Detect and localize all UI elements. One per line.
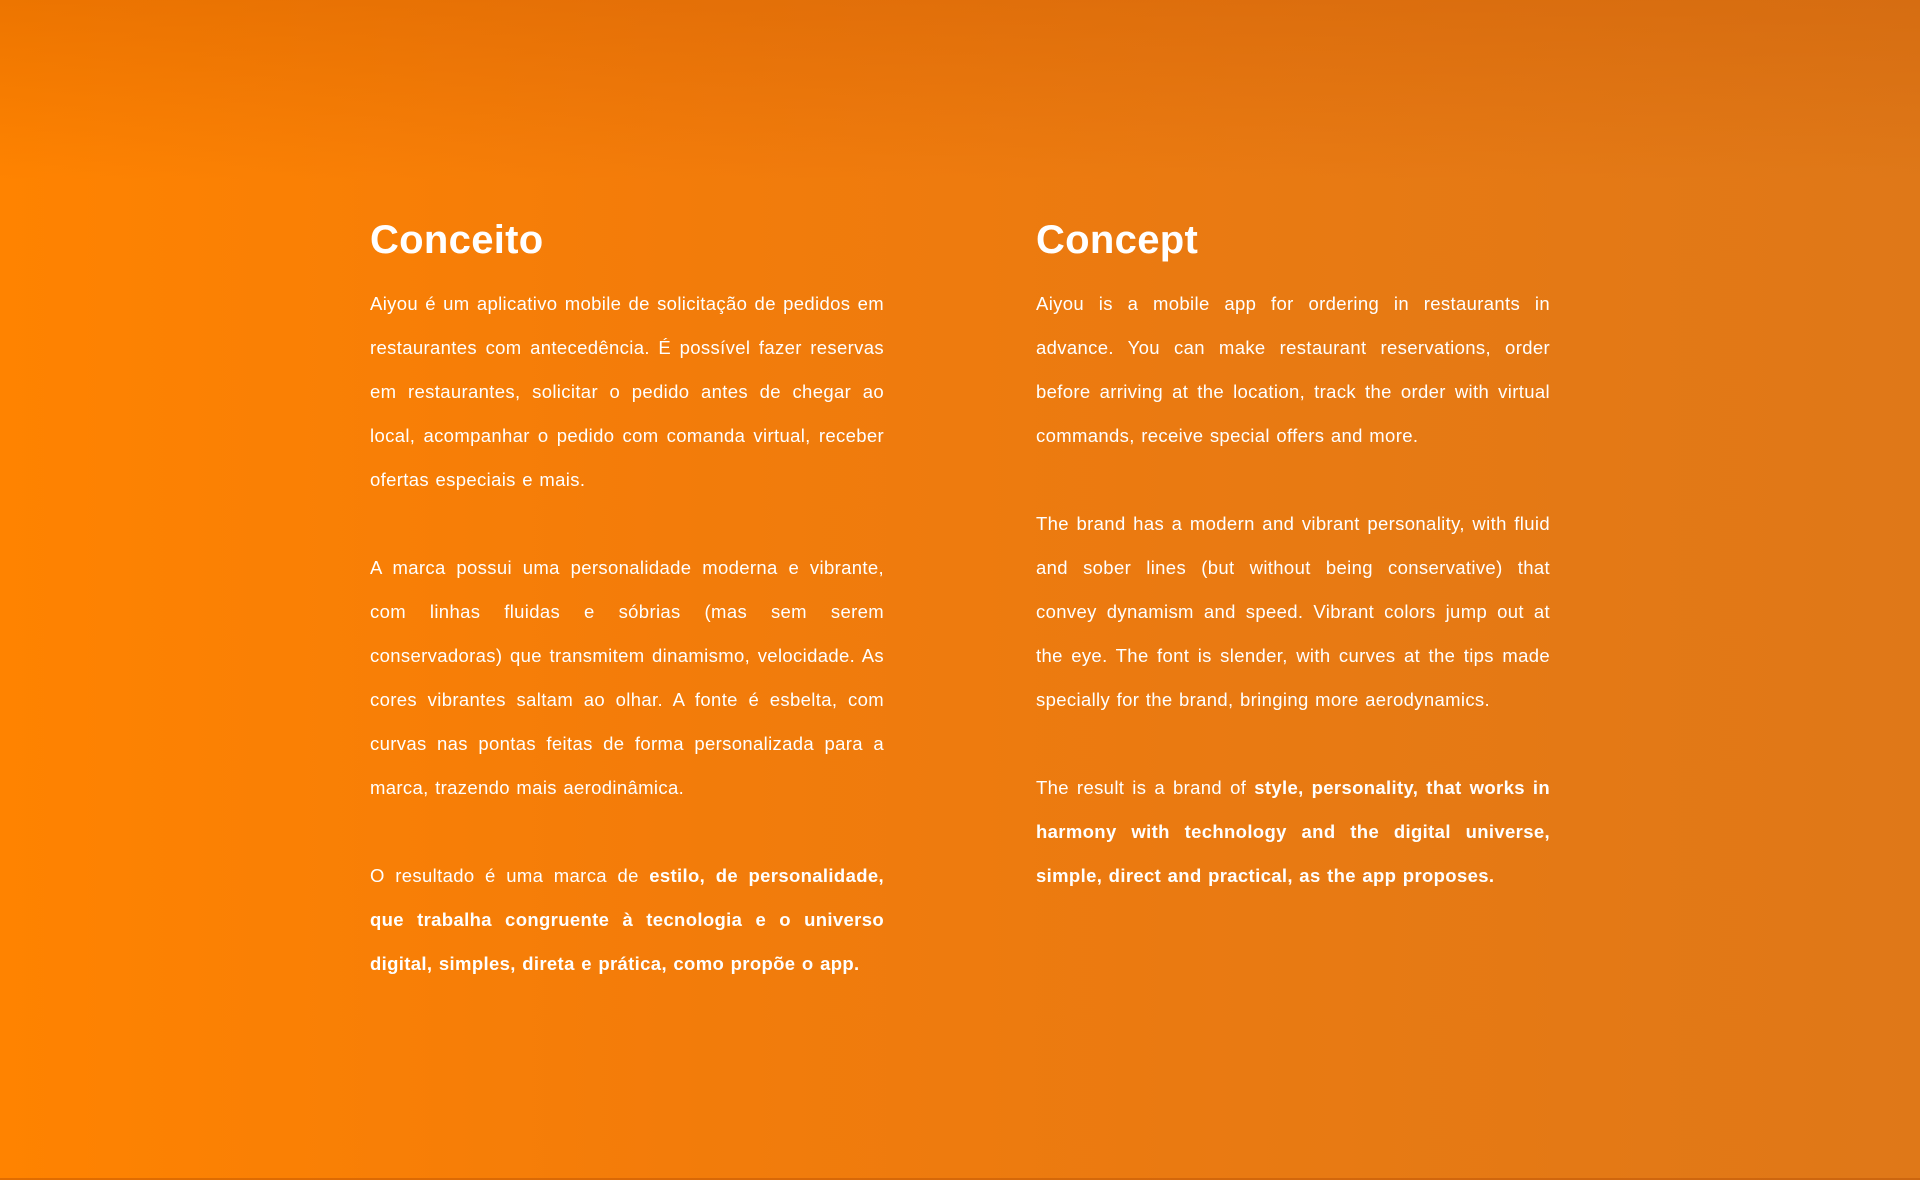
paragraph-spacer: [1036, 458, 1550, 502]
portuguese-paragraph-3: [370, 854, 884, 986]
portuguese-column: [370, 210, 884, 986]
paragraph-spacer: [1036, 722, 1550, 766]
top-shade: [0, 0, 1920, 180]
portuguese-title: Conceito: [370, 218, 544, 262]
portuguese-paragraph-1: Aiyou é um aplicativo mobile de solicitação de pedidos em restaurantes com antecedência. É possível fazer reservas em restaurantes, solicitar o pedido antes de chegar ao local, acompanhar o pedido com comanda virtual, receber ofertas especiais e mais.: [370, 293, 884, 490]
portuguese-paragraph-3-intro: O resultado é uma marca de: [370, 865, 650, 886]
english-title: Concept: [1036, 218, 1199, 262]
paragraph-spacer: [370, 502, 884, 546]
english-paragraph-1: Aiyou is a mobile app for ordering in restaurants in advance. You can make restaurant reservations, order before arriving at the location, track the order with virtual commands, receive special offers and more.: [1036, 293, 1550, 446]
english-column: [1036, 210, 1550, 898]
paragraph-spacer: [370, 810, 884, 854]
english-paragraph-2: The brand has a modern and vibrant personality, with fluid and sober lines (but without being conservative) that convey dynamism and speed. Vibrant colors jump out at the eye. The font is slender, with curves at the tips made specially for the brand, bringing more aerodynamics.: [1036, 513, 1550, 710]
english-paragraph-3-bold: style, personality, that works in harmony with technology and the digital universe, simple, direct and practical, as the app proposes.: [1036, 777, 1550, 886]
english-paragraph-3-intro: The result is a brand of: [1036, 777, 1255, 798]
portuguese-paragraph-2: A marca possui uma personalidade moderna e vibrante, com linhas fluidas e sóbrias (mas sem serem conservadoras) que transmitem dinamismo, velocidade. As cores vibrantes saltam ao olhar. A fonte é esbelta, com curvas nas pontas feitas de forma personalizada para a marca, trazendo mais aerodinâmica.: [370, 557, 884, 798]
portuguese-paragraph-3-bold: estilo, de personalidade, que trabalha congruente à tecnologia e o universo digital, simples, direta e prática, como propõe o app.: [370, 865, 884, 974]
english-paragraph-3: [1036, 766, 1550, 898]
